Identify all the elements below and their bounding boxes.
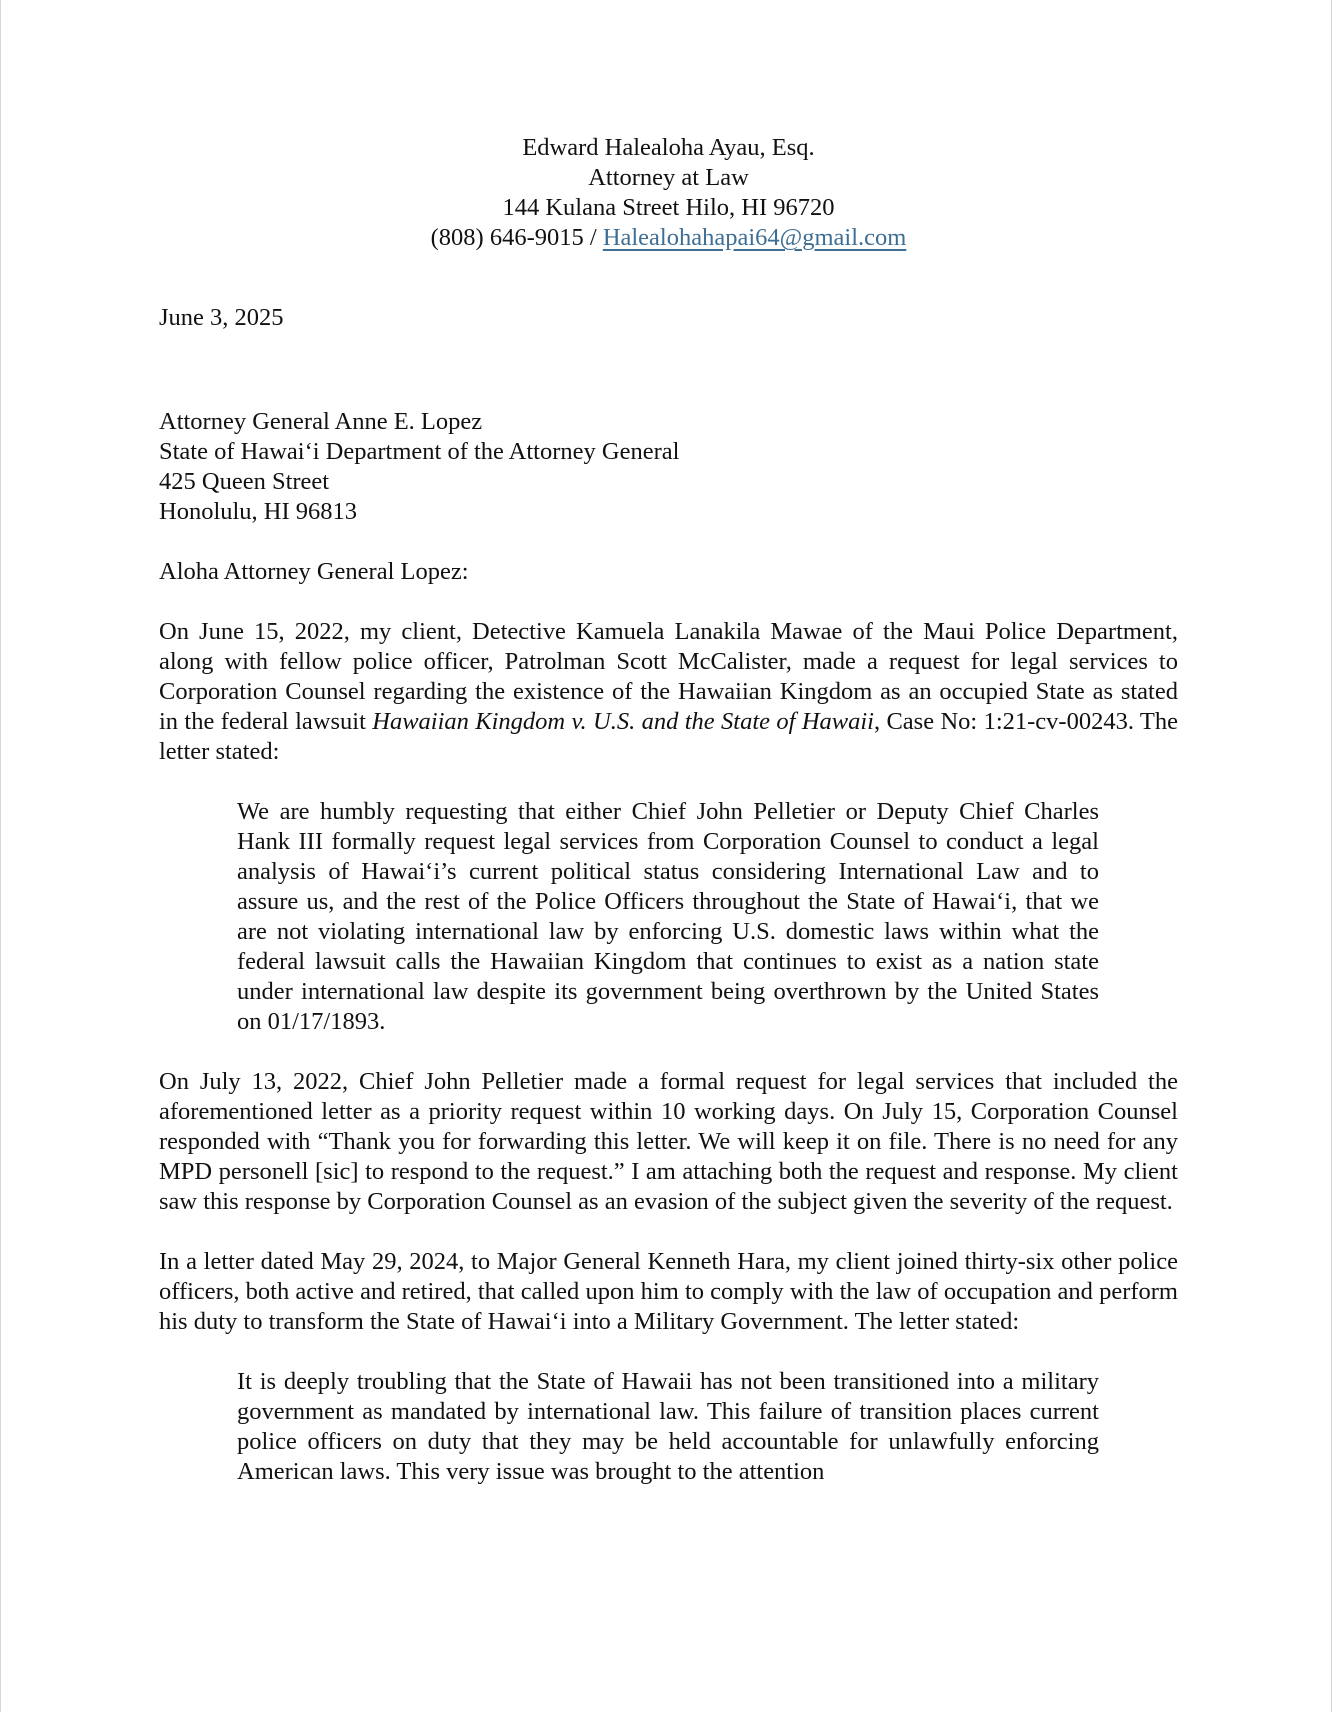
- sender-address: 144 Kulana Street Hilo, HI 96720: [502, 194, 835, 221]
- letterhead: [159, 133, 1178, 253]
- sender-name: Edward Halealoha Ayau, Esq.: [522, 134, 815, 161]
- paragraph-1-text: On June 15, 2022, my client, Detective Kamuela Lanakila Mawae of the Maui Police Department, along with fellow police officer, Patrolman Scott McCalister, made a request for legal services to Corporation Counsel regarding the existence of the Hawaiian Kingdom as an occupied State as stated in the federal lawsuit: [159, 618, 1178, 735]
- sender-phone: (808) 646-9015 /: [430, 224, 603, 251]
- recipient-address-block: [159, 407, 1178, 527]
- block-quote-2-text: It is deeply troubling that the State of Hawaii has not been transitioned into a military government as mandated by international law. This failure of transition places current police officers on duty that they may be held accountable for unlawfully enforcing American laws. This very issue was brought to the attention: [237, 1368, 1099, 1485]
- recipient-department: State of Hawai‘i Department of the Attorney General: [159, 438, 680, 465]
- block-quote-2: [237, 1367, 1178, 1487]
- sender-email-link[interactable]: Halealohahapai64@gmail.com: [602, 224, 907, 251]
- letter-page: [159, 133, 1178, 1487]
- paragraph-1-case-number: , Case No: 1:21-cv-00243. The letter stated:: [159, 708, 1178, 765]
- sender-contact: [159, 223, 1178, 253]
- sender-title: Attorney at Law: [588, 164, 749, 191]
- recipient-city: Honolulu, HI 96813: [159, 498, 358, 525]
- body-paragraph-2: On July 13, 2022, Chief John Pelletier made a formal request for legal services that included the aforementioned letter as a priority request within 10 working days. On July 15, Corporation Counsel responded with “Thank you for forwarding this letter. We will keep it on file. There is no need for any MPD personell [sic] to respond to the request.” I am attaching both the request and response. My client saw this response by Corporation Counsel as an evasion of the subject given the severity of the request.: [159, 1068, 1178, 1215]
- block-quote-1-text: We are humbly requesting that either Chief John Pelletier or Deputy Chief Charles Hank III formally request legal services from Corporation Counsel to conduct a legal analysis of Hawai‘i’s current political status considering International Law and to assure us, and the rest of the Police Officers throughout the State of Hawai‘i, that we are not violating international law by enforcing U.S. domestic laws within what the federal lawsuit calls the Hawaiian Kingdom that continues to exist as a nation state under international law despite its government being overthrown by the United States on 01/17/1893.: [237, 798, 1099, 1035]
- body-paragraph-1: [159, 617, 1178, 767]
- block-quote-1: [237, 797, 1178, 1037]
- salutation: Aloha Attorney General Lopez:: [159, 558, 469, 585]
- body-paragraph-3: In a letter dated May 29, 2024, to Major General Kenneth Hara, my client joined thirty-six other police officers, both active and retired, that called upon him to comply with the law of occupation and perform his duty to transform the State of Hawai‘i into a Military Government. The letter stated:: [159, 1248, 1178, 1335]
- case-title: Hawaiian Kingdom v. U.S. and the State of Hawaii: [372, 708, 874, 735]
- recipient-street: 425 Queen Street: [159, 468, 330, 495]
- letter-date: June 3, 2025: [159, 304, 284, 331]
- recipient-name: Attorney General Anne E. Lopez: [159, 408, 483, 435]
